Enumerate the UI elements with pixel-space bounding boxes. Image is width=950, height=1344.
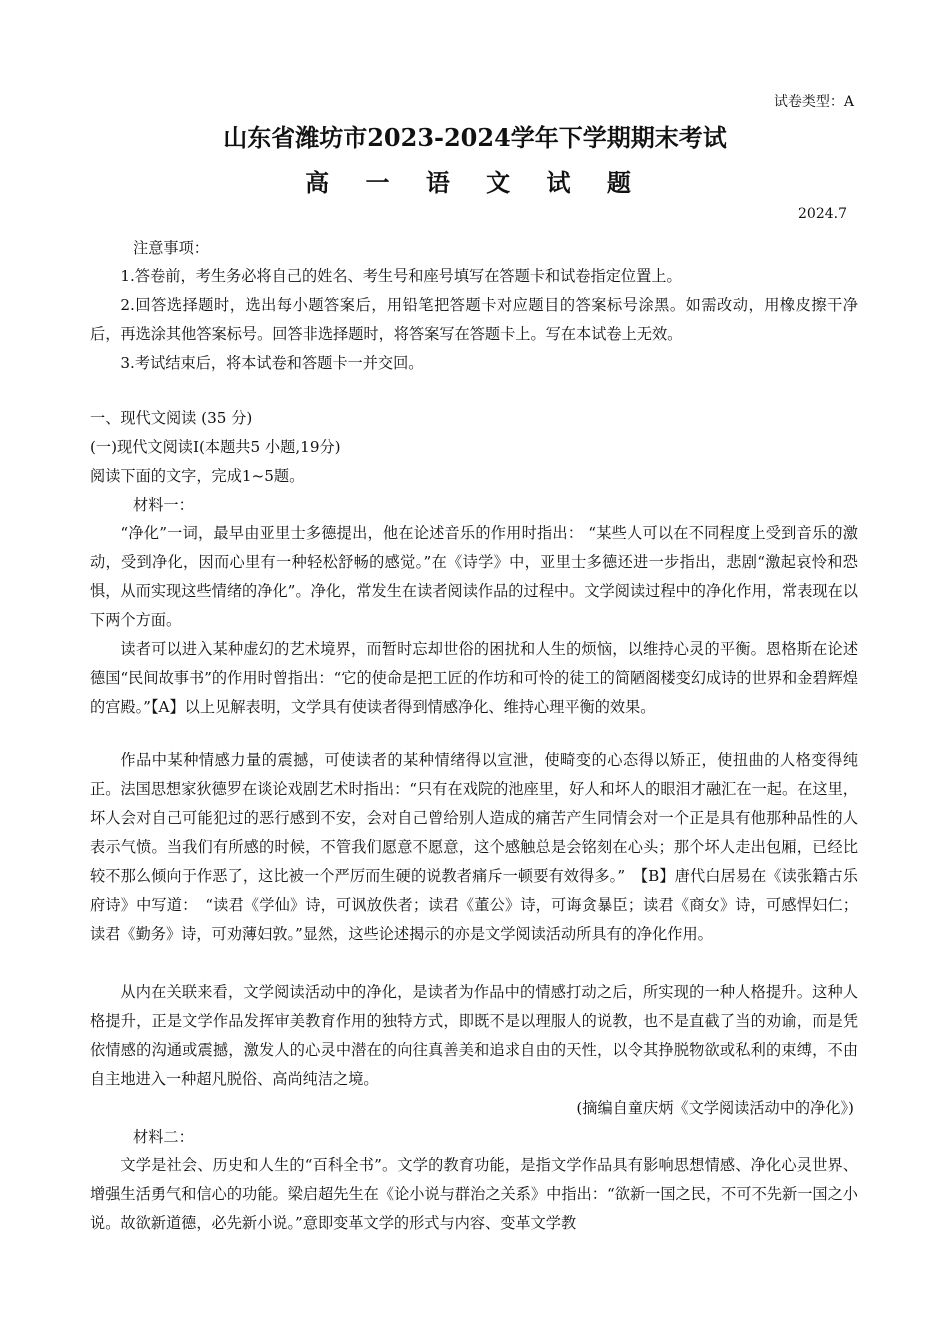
material-1-source: (摘编自童庆炳《文学阅读活动中的净化》) <box>576 1099 854 1117</box>
material-1-label: 材料一： <box>133 496 194 514</box>
notice-item-1: 1.答卷前，考生务必将自己的姓名、考生号和座号填写在答题卡和试卷指定位置上。 <box>120 267 682 285</box>
section-sub-heading: (一)现代文阅读Ⅰ(本题共5 小题,19分) <box>90 438 341 456</box>
material-1-paragraph: “净化”一词，最早由亚里士多德提出，他在论述音乐的作用时指出： “某些人可以在不同程度上受到音乐的激动，受到净化，因而心里有一种轻松舒畅的感觉。”在《诗学》中，亚里士多德还进一步指出，悲剧“激起哀怜和恐惧，从而实现这些情绪的净化”。净化，常发生在读者阅读作品的过程中。文学阅读过程中的净化作用，常表现在以下两个方面。 <box>90 524 858 629</box>
material-1-paragraph: 从内在关联来看，文学阅读活动中的净化，是读者为作品中的情感打动之后，所实现的一种人格提升。这种人格提升，正是文学作品发挥审美教育作用的独特方式，即既不是以理服人的说教，也不是直截了当的劝谕，而是凭依情感的沟通或震撼，激发人的心灵中潜在的向往真善美和追求自由的天性，以令其挣脱物欲或私利的束缚，不由自主地进入一种超凡脱俗、高尚纯洁之境。 <box>90 983 858 1088</box>
exam-date: 2024.7 <box>798 206 847 222</box>
notice-item-2: 2.回答选择题时，选出每小题答案后，用铅笔把答题卡对应题目的答案标号涂黑。如需改动，用橡皮擦干净后，再选涂其他答案标号。回答非选择题时，将答案写在答题卡上。写在本试卷上无效。 <box>90 296 858 343</box>
section-instruction: 阅读下面的文字，完成1~5题。 <box>90 467 305 485</box>
exam-title: 山东省潍坊市2023-2024学年下学期期末考试 <box>223 123 727 152</box>
material-2-paragraph: 文学是社会、历史和人生的“百科全书”。文学的教育功能，是指文学作品具有影响思想情感、净化心灵世界、增强生活勇气和信心的功能。梁启超先生在《论小说与群治之关系》中指出：“欲新一国之民，不可不先新一国之小说。故欲新道德，必先新小说。”意即变革文学的形式与内容、变革文学教 <box>90 1156 858 1232</box>
section-heading: 一、现代文阅读 (35 分) <box>90 409 253 427</box>
material-1-paragraph: 读者可以进入某种虚幻的艺术境界，而暂时忘却世俗的困扰和人生的烦恼，以维持心灵的平衡。恩格斯在论述德国“民间故事书”的作用时曾指出：“它的使命是把工匠的作坊和可怜的徒工的简陋阁楼变幻成诗的世界和金碧辉煌的宫殿。”【A】以上见解表明，文学具有使读者得到情感净化、维持心理平衡的效果。 <box>90 640 858 716</box>
notice-heading: 注意事项： <box>133 239 209 257</box>
exam-subtitle: 高 一 语 文 试 题 <box>305 168 645 197</box>
material-1-paragraph: 作品中某种情感力量的震撼，可使读者的某种情绪得以宣泄，使畸变的心态得以矫正，使扭曲的人格变得纯正。法国思想家狄德罗在谈论戏剧艺术时指出：“只有在戏院的池座里，好人和坏人的眼泪才融汇在一起。在这里，坏人会对自己可能犯过的恶行感到不安，会对自己曾给别人造成的痛苦产生同情会对一个正是具有他那种品性的人表示气愤。当我们有所感的时候，不管我们愿意不愿意，这个感触总是会铭刻在心头；那个坏人走出包厢，已经比较不那么倾向于作恶了，这比被一个严厉而生硬的说教者痛斥一顿要有效得多。” 【B】唐代白居易在《读张籍古乐府诗》中写道： “读君《学仙》诗，可讽放佚者；读君《董公》诗，可诲贪暴臣；读君《商女》诗，可感悍妇仁；读君《勤务》诗，可劝薄妇敦。”显然，这些论述揭示的亦是文学阅读活动所具有的净化作用。 <box>90 751 858 943</box>
notice-item-3: 3.考试结束后，将本试卷和答题卡一并交回。 <box>120 354 424 372</box>
exam-type-label: 试卷类型：A <box>773 94 854 110</box>
material-2-label: 材料二： <box>133 1128 194 1146</box>
